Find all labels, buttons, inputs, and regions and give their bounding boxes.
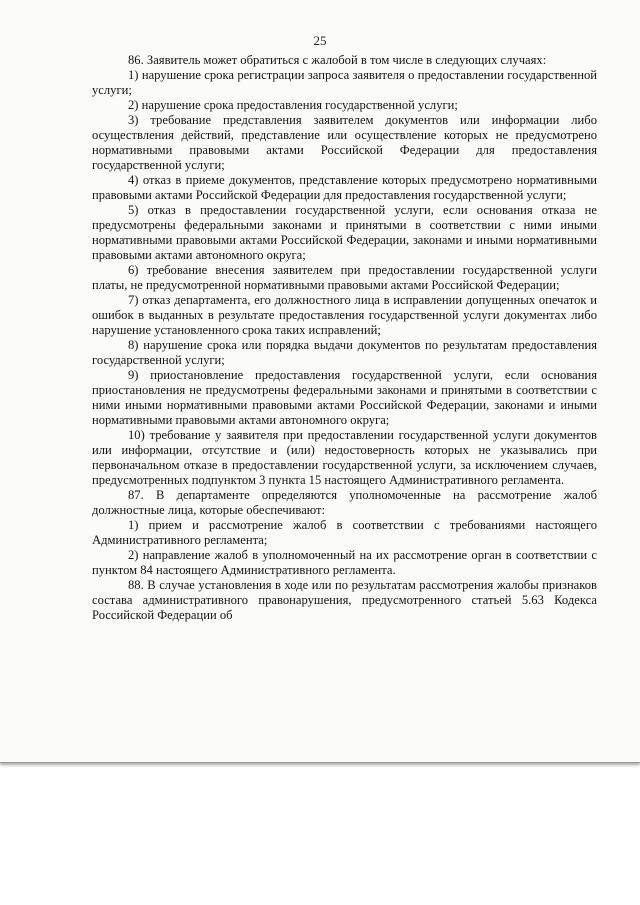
paragraph-87: 87. В департаменте определяются уполномоченные на рассмотрение жалоб должностные лица, которые обеспечивают: — [92, 488, 597, 517]
paragraph-86: 86. Заявитель может обратиться с жалобой в том числе в следующих случаях: — [128, 53, 547, 67]
paragraph-86-item-9: 9) приостановление предоставления государственной услуги, если основания приостановления не предусмотрены федеральными законами и принятыми в соответствии с ними иными нормативными правовыми актами Российской Федерации, законами и иными нормативными правовыми актами автономного округа; — [92, 368, 597, 427]
paragraph-86-item-7: 7) отказ департамента, его должностного лица в исправлении допущенных опечаток и ошибок в выданных в результате предоставления государственной услуги документах либо нарушение установленного срока таких исправлений; — [92, 293, 597, 337]
paragraph-88: 88. В случае установления в ходе или по результатам рассмотрения жалобы признаков состава административного правонарушения, предусмотренного статьей 5.63 Кодекса Российской Федерации об — [92, 578, 597, 622]
paragraph-86-item-2: 2) нарушение срока предоставления государственной услуги; — [128, 98, 458, 112]
paragraph-86-item-5: 5) отказ в предоставлении государственной услуги, если основания отказа не предусмотрены федеральными законами и принятыми в соответствии с ними иными нормативными правовыми актами Российской Федерации, законами и иными нормативными правовыми актами автономного округа; — [92, 203, 597, 262]
paragraph-86-item-4: 4) отказ в приеме документов, представление которых предусмотрено нормативными правовыми актами Российской Федерации для предоставления государственной услуги; — [92, 173, 597, 202]
paragraph-86-item-3: 3) требование представления заявителем документов или информации либо осуществления действий, представление или осуществление которых не предусмотрено нормативными правовыми актами Российской Федерации для предоставления государственной услуги; — [92, 113, 597, 172]
paragraph-86-item-10: 10) требование у заявителя при предоставлении государственной услуги документов или информации, отсутствие и (или) недостоверность которых не указывались при первоначальном отказе в предоставлении государственной услуги, за исключением случаев, предусмотренных подпунктом 3 пункта 15 настоящего Административного регламента. — [92, 428, 597, 487]
paragraph-86-item-8: 8) нарушение срока или порядка выдачи документов по результатам предоставления государственной услуги; — [92, 338, 597, 367]
document-body — [92, 53, 597, 623]
page-number: 25 — [313, 33, 327, 48]
paragraph-87-item-2: 2) направление жалоб в уполномоченный на их рассмотрение орган в соответствии с пунктом 84 настоящего Административного регламента. — [92, 548, 597, 577]
paragraph-86-item-1: 1) нарушение срока регистрации запроса заявителя о предоставлении государственной услуги; — [92, 68, 597, 97]
paragraph-86-item-6: 6) требование внесения заявителем при предоставлении государственной услуги платы, не предусмотренной нормативными правовыми актами Российской Федерации; — [92, 263, 597, 292]
paragraph-87-item-1: 1) прием и рассмотрение жалоб в соответствии с требованиями настоящего Административного регламента; — [92, 518, 597, 547]
